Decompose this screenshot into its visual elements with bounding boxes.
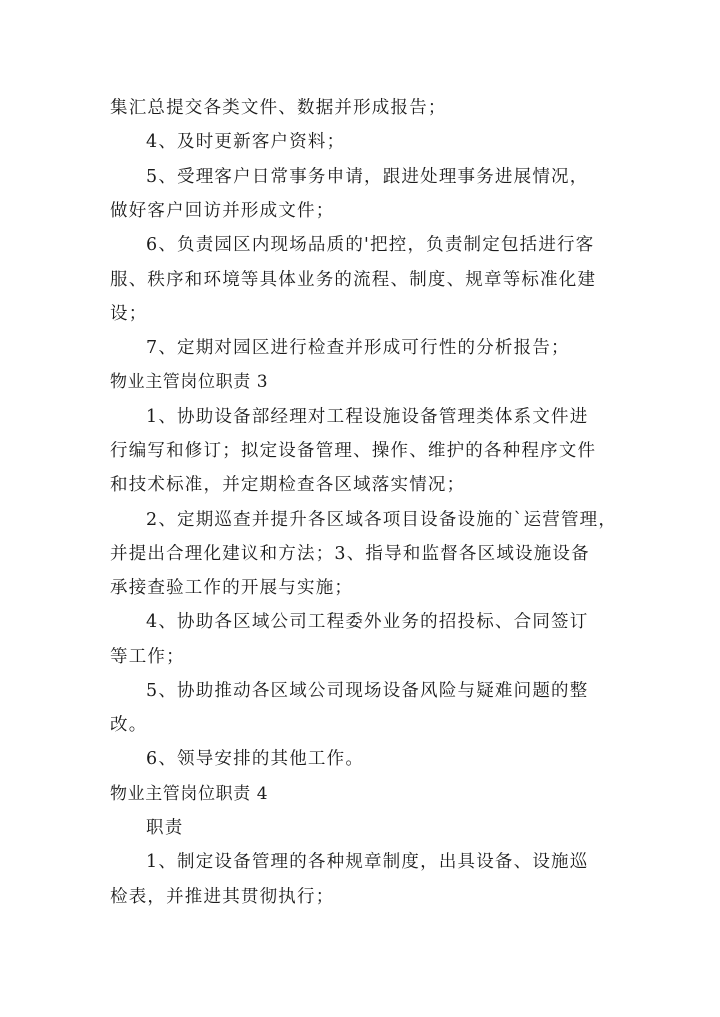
body-line: 设； — [110, 304, 148, 324]
body-line: 和技术标准，并定期检查各区域落实情况； — [110, 475, 466, 495]
body-line: 服、秩序和环境等具体业务的流程、制度、规章等标准化建 — [110, 270, 597, 290]
list-item-6: 6、领导安排的其他工作。 — [146, 749, 365, 769]
body-line: 行编写和修订；拟定设备管理、操作、维护的各种程序文件 — [110, 441, 597, 461]
list-item-5: 5、受理客户日常事务申请，跟进处理事务进展情况， — [146, 167, 589, 187]
list-item-1: 1、制定设备管理的各种规章制度，出具设备、设施巡 — [146, 852, 589, 872]
section-heading-3: 物业主管岗位职责 3 — [110, 372, 269, 392]
list-item-7: 7、定期对园区进行检查并形成可行性的分析报告； — [146, 338, 570, 358]
list-item-6: 6、负责园区内现场品质的'把控，负责制定包括进行客 — [146, 235, 595, 255]
body-line: 做好客户回访并形成文件； — [110, 201, 335, 221]
body-line: 等工作； — [110, 647, 185, 667]
body-line: 改。 — [110, 715, 148, 735]
section-heading-4: 物业主管岗位职责 4 — [110, 784, 269, 804]
list-item-4: 4、协助各区域公司工程委外业务的招投标、合同签订 — [146, 612, 589, 632]
body-line: 并提出合理化建议和方法；3、指导和监督各区域设施设备 — [110, 544, 590, 564]
list-item-1: 1、协助设备部经理对工程设施设备管理类体系文件进 — [146, 407, 589, 427]
list-item-4: 4、及时更新客户资料； — [146, 132, 346, 152]
list-item-5: 5、协助推动各区域公司现场设备风险与疑难问题的整 — [146, 681, 589, 701]
subheading-duties: 职责 — [146, 818, 184, 838]
body-line: 集汇总提交各类文件、数据并形成报告； — [110, 98, 447, 118]
body-line: 检表，并推进其贯彻执行； — [110, 887, 335, 907]
list-item-2: 2、定期巡查并提升各区域各项目设备设施的`运营管理， — [146, 510, 618, 530]
body-line: 承接查验工作的开展与实施； — [110, 578, 354, 598]
